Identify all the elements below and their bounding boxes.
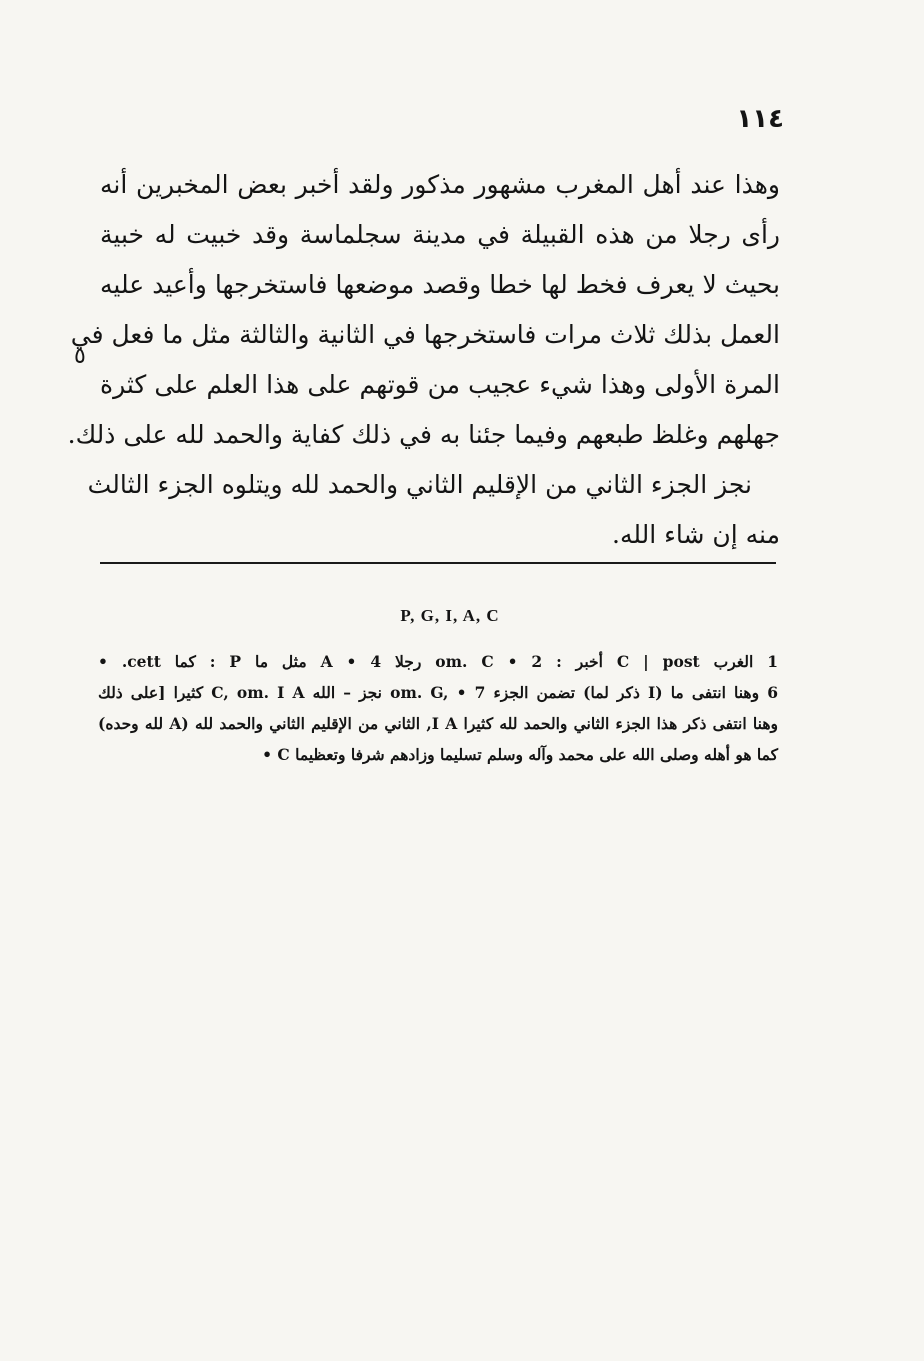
text-line: العمل بذلك ثلاث مرات فاستخرجها في الثانية والثالثة مثل ما فعل في (70, 320, 780, 349)
critical-apparatus (98, 646, 778, 770)
manuscript-sigla: P, G, I, A, C (400, 606, 500, 625)
text-line: رأى رجلا من هذه القبيلة في مدينة سجلماسة وقد خبيت له خبية (100, 220, 780, 249)
apparatus-line: 1 الغرب C | post أخبر : om. C • 2 رجلا A • 4 مثل ما P : كما cett. • (98, 652, 779, 671)
text-line: المرة الأولى وهذا شيء عجيب من قوتهم على هذا العلم على كثرة (100, 370, 780, 399)
page-number: ١١٤ (736, 104, 784, 134)
apparatus-line: وهنا انتفى ذكر هذا الجزء الثاني والحمد لله كثيرا I A, الثاني من الإقليم الثاني والحمد لله (A لله وحده) (98, 714, 778, 733)
text-line: نجز الجزء الثاني من الإقليم الثاني والحمد لله ويتلوه الجزء الثالث (87, 470, 752, 499)
apparatus-line: كما هو أهله وصلى الله على محمد وآله وسلم تسليما وزادهم شرفا وتعظيما C • (262, 745, 778, 764)
line-number-marker: ٥ (74, 344, 86, 369)
footnote-divider (100, 562, 776, 564)
text-line: وهذا عند أهل المغرب مشهور مذكور ولقد أخبر بعض المخبرين أنه (100, 170, 780, 199)
apparatus-line: 6 وهنا انتفى ما (I ذكر لما) تضمن الجزء om. G, • 7 نجز – الله C, om. I A كثيرا [على ذلك (98, 683, 778, 702)
text-line: بحيث لا يعرف فخط لها خطا وقصد موضعها فاستخرجها وأعيد عليه (100, 270, 780, 299)
text-line: جهلهم وغلظ طبعهم وفيما جئنا به في ذلك كفاية والحمد لله على ذلك. (67, 420, 780, 449)
text-line: منه إن شاء الله. (612, 520, 780, 549)
main-text-block (67, 160, 780, 560)
